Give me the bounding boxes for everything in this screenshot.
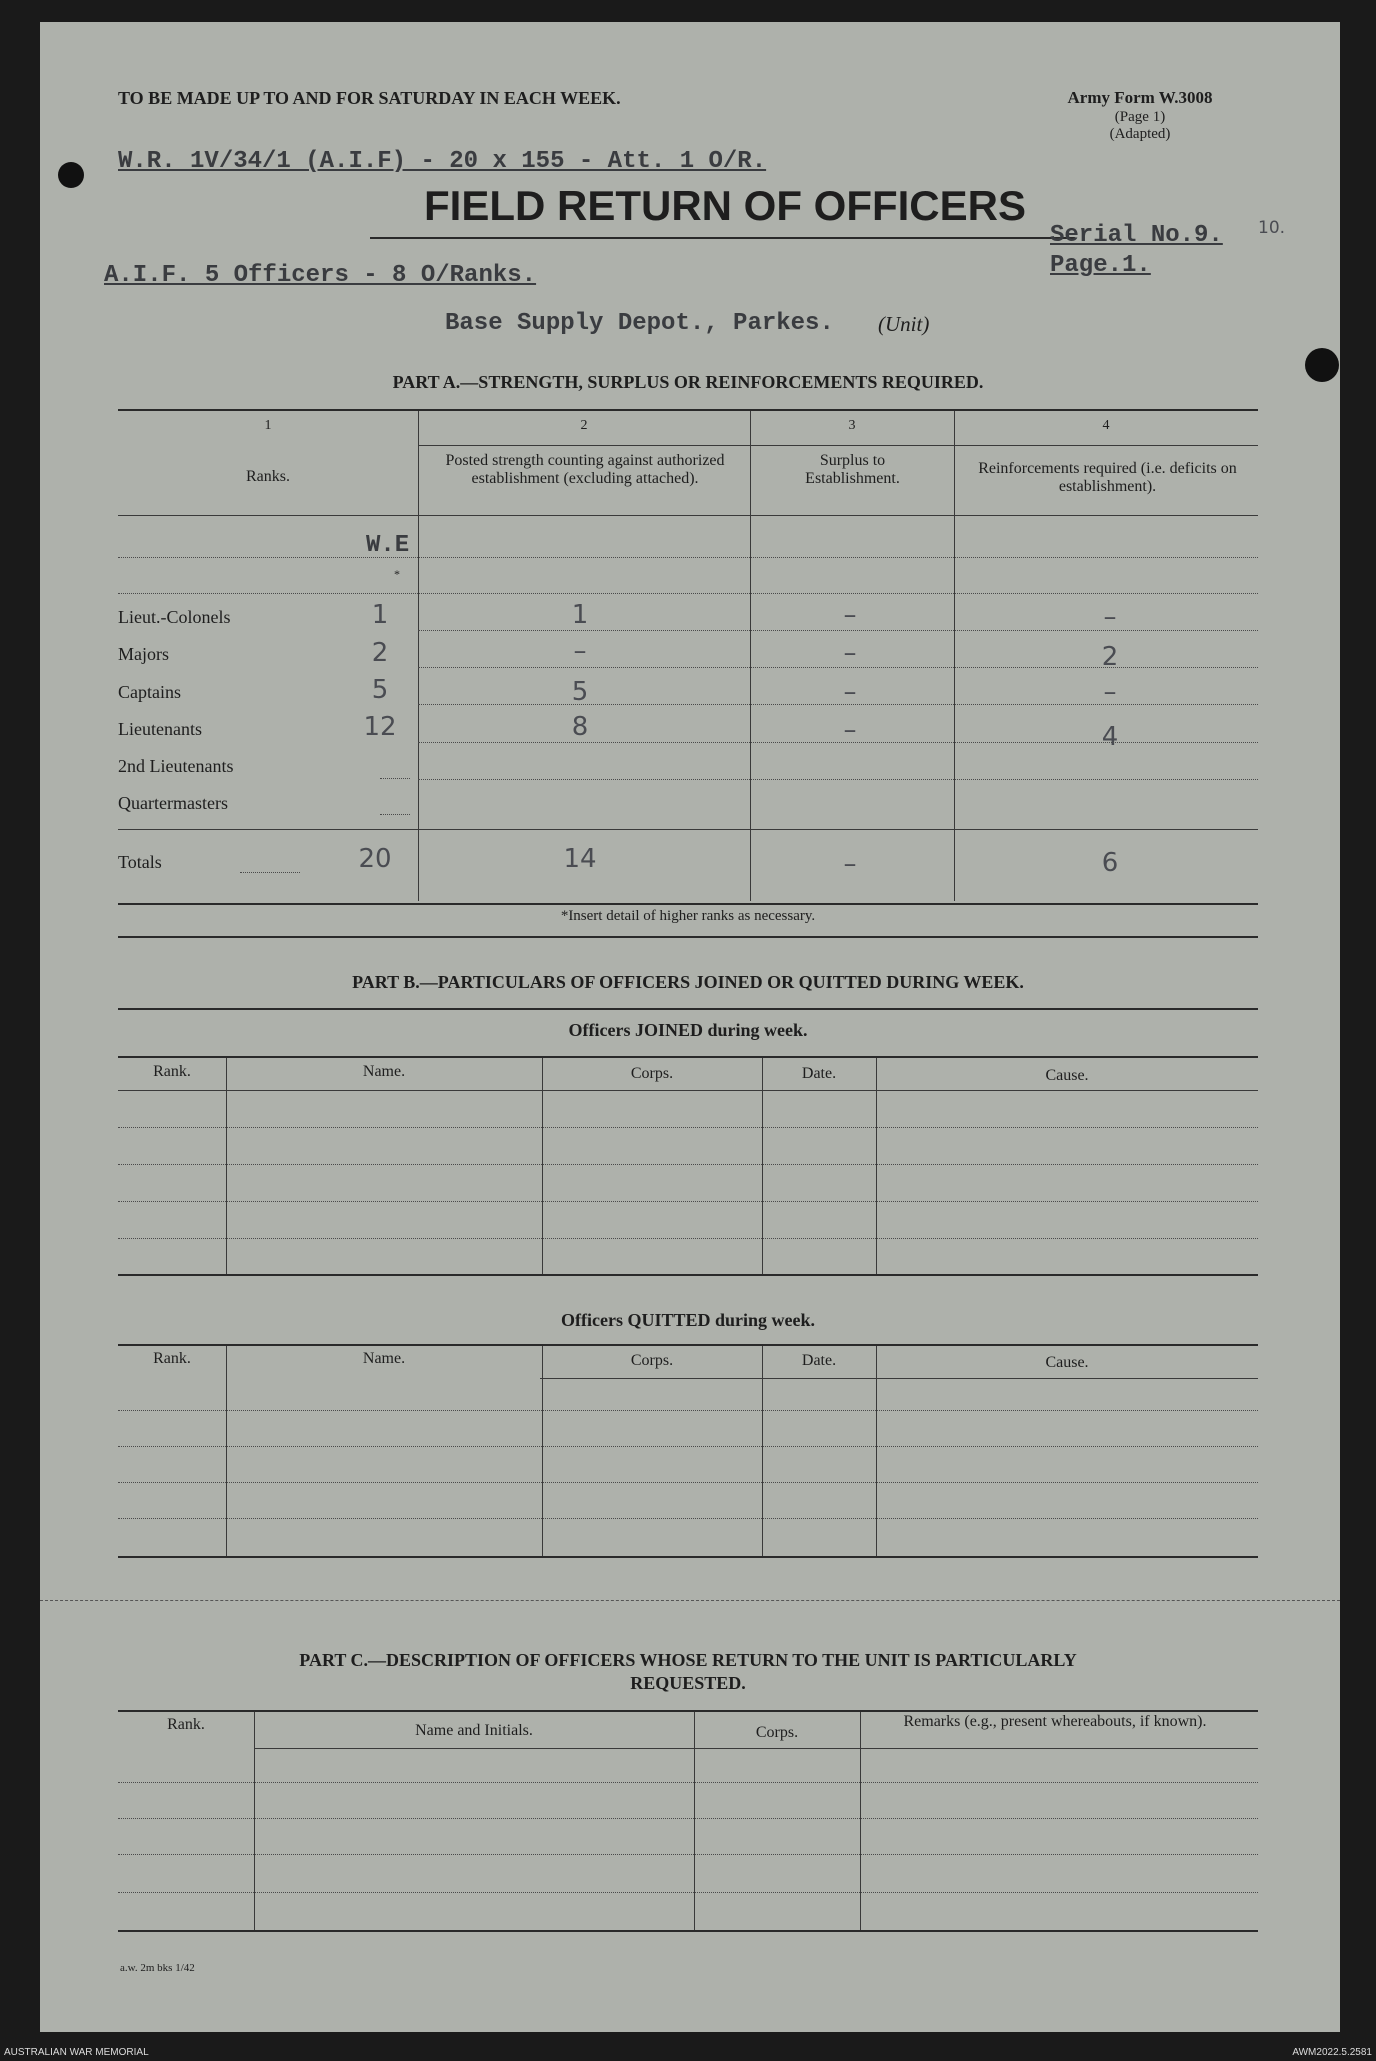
quitted-title: Officers QUITTED during week. <box>561 1310 815 1330</box>
part-c-col-rank: Rank. <box>167 1716 205 1733</box>
footer-accession-number: AWM2022.5.2581 <box>1292 2047 1372 2058</box>
footer-institution: AUSTRALIAN WAR MEMORIAL <box>4 2047 149 2058</box>
dotted-rule <box>118 1892 1258 1893</box>
part-b-heading: PART B.—PARTICULARS OF OFFICERS JOINED OR QUITTED DURING WEEK. <box>352 972 1024 992</box>
part-c-heading-line2: REQUESTED. <box>630 1673 746 1693</box>
col-divider <box>694 1712 695 1930</box>
dotted-rule <box>118 1446 1258 1447</box>
col-divider <box>226 1346 227 1556</box>
totals-rule <box>118 829 1258 830</box>
unit-label: (Unit) <box>878 312 930 336</box>
posted-value: 5 <box>571 677 589 707</box>
title-underline <box>370 237 1075 239</box>
reinforcements-value: 4 <box>1101 722 1119 752</box>
punch-hole <box>1305 348 1339 382</box>
we-value: 5 <box>371 675 389 705</box>
joined-col-cause: Cause. <box>1045 1067 1089 1084</box>
part-a-top-rule <box>118 409 1258 411</box>
quitted-col-cause: Cause. <box>1045 1354 1089 1371</box>
surplus-value: – <box>843 600 857 630</box>
page-number-typed: Page.1. <box>1050 252 1151 279</box>
dotted-rule <box>418 779 1258 780</box>
dotted-rule <box>240 872 300 873</box>
part-c-heading-line1: PART C.—DESCRIPTION OF OFFICERS WHOSE RETURN TO THE UNIT IS PARTICULARLY <box>299 1650 1077 1670</box>
joined-col-name: Name. <box>362 1063 406 1080</box>
dotted-rule <box>118 1518 1258 1519</box>
aif-strength-line: A.I.F. 5 Officers - 8 O/Ranks. <box>104 262 537 289</box>
joined-header-rule <box>118 1090 1258 1091</box>
surplus-value: – <box>843 715 857 745</box>
dotted-rule <box>418 704 1258 705</box>
totals-we: 20 <box>358 844 392 874</box>
header-rule <box>118 515 1258 516</box>
rank-label: Quartermasters <box>118 793 228 813</box>
rank-label: Majors <box>118 644 169 664</box>
totals-posted: 14 <box>563 844 597 874</box>
part-a-heading: PART A.—STRENGTH, SURPLUS OR REINFORCEMENTS REQUIRED. <box>392 372 984 392</box>
reinforcements-value: – <box>1103 602 1117 632</box>
we-value: 2 <box>371 638 389 668</box>
col-header-posted: Posted strength counting against authorized establishment (excluding attached). <box>445 452 725 487</box>
posted-value: – <box>573 636 587 666</box>
joined-col-date: Date. <box>801 1065 837 1082</box>
footnote: *Insert detail of higher ranks as necessary. <box>560 908 816 924</box>
form-title: FIELD RETURN OF OFFICERS <box>424 182 1026 229</box>
dotted-rule <box>380 814 410 815</box>
joined-top-rule <box>118 1056 1258 1058</box>
surplus-value: – <box>843 638 857 668</box>
dotted-rule <box>380 778 410 779</box>
we-value: 1 <box>371 600 389 630</box>
posted-value: 8 <box>571 712 589 742</box>
punch-hole <box>58 162 84 188</box>
col-number-2: 2 <box>580 418 588 433</box>
dotted-rule <box>118 593 1258 594</box>
joined-col-corps: Corps. <box>630 1065 674 1082</box>
totals-label: Totals <box>118 852 162 872</box>
we-value: 12 <box>363 712 397 742</box>
part-c-bottom-rule <box>118 1930 1258 1932</box>
form-adapted-label: (Adapted) <box>1109 126 1171 142</box>
surplus-value: – <box>843 677 857 707</box>
dotted-rule <box>118 1238 1258 1239</box>
dotted-rule <box>418 667 1258 668</box>
col-divider <box>418 411 419 901</box>
dotted-rule <box>118 1410 1258 1411</box>
rank-label: Lieutenants <box>118 719 202 739</box>
joined-title: Officers JOINED during week. <box>568 1020 808 1040</box>
totals-reinforcements: 6 <box>1101 848 1119 878</box>
quitted-col-rank: Rank. <box>153 1350 191 1367</box>
col-number-4: 4 <box>1102 418 1110 433</box>
col-divider <box>954 411 955 901</box>
col-header-reinforcements: Reinforcements required (i.e. deficits on establishment). <box>978 460 1237 495</box>
dotted-rule <box>118 557 1258 558</box>
quitted-bottom-rule <box>118 1556 1258 1558</box>
reference-line: W.R. 1V/34/1 (A.I.F) - 20 x 155 - Att. 1 O/R. <box>118 148 767 175</box>
posted-value: 1 <box>571 600 589 630</box>
serial-handwritten-note: 10. <box>1258 218 1286 238</box>
col-header-surplus: Surplus to Establishment. <box>805 452 900 487</box>
dotted-rule <box>118 1201 1258 1202</box>
form-page-label: (Page 1) <box>1114 109 1166 125</box>
dotted-rule <box>418 742 1258 743</box>
part-c-col-name: Name and Initials. <box>415 1722 533 1739</box>
col-divider <box>254 1712 255 1930</box>
print-code: a.w. 2m bks 1/42 <box>120 1962 195 1974</box>
col-header-ranks: Ranks. <box>246 468 290 485</box>
reinforcements-value: – <box>1103 677 1117 707</box>
footnote-rule <box>118 936 1258 938</box>
col-divider <box>860 1712 861 1930</box>
form-page <box>40 22 1340 2032</box>
unit-name: Base Supply Depot., Parkes. <box>445 310 834 337</box>
rank-label: Lieut.-Colonels <box>118 607 231 627</box>
dotted-rule <box>118 1482 1258 1483</box>
rank-label: 2nd Lieutenants <box>118 756 234 776</box>
dotted-rule <box>418 630 1258 631</box>
dotted-rule <box>118 1127 1258 1128</box>
quitted-col-name: Name. <box>362 1350 406 1367</box>
higher-ranks-star: * <box>394 567 400 581</box>
joined-bottom-rule <box>118 1274 1258 1276</box>
quitted-col-corps: Corps. <box>630 1352 674 1369</box>
dotted-rule <box>118 1854 1258 1855</box>
we-label: W.E <box>366 532 410 559</box>
col-number-3: 3 <box>848 418 856 433</box>
quitted-header-rule <box>540 1378 1258 1379</box>
part-c-col-corps: Corps. <box>755 1724 799 1741</box>
dotted-rule <box>118 1782 1258 1783</box>
instruction-text: TO BE MADE UP TO AND FOR SATURDAY IN EACH WEEK. <box>118 88 621 108</box>
col-number-1: 1 <box>264 418 272 433</box>
part-b-rule <box>118 1008 1258 1010</box>
col-number-rule <box>418 445 1258 446</box>
part-c-col-remarks: Remarks (e.g., present whereabouts, if known). <box>903 1713 1207 1730</box>
quitted-col-date: Date. <box>801 1352 837 1369</box>
rank-label: Captains <box>118 682 181 702</box>
part-c-header-rule <box>254 1748 1258 1749</box>
dotted-rule <box>118 1818 1258 1819</box>
quitted-top-rule <box>118 1344 1258 1346</box>
perforation-line <box>40 1600 1340 1601</box>
serial-number: Serial No.9. <box>1050 222 1223 249</box>
joined-col-rank: Rank. <box>153 1063 191 1080</box>
totals-surplus: – <box>843 849 857 879</box>
col-divider <box>750 411 751 901</box>
form-number: Army Form W.3008 <box>1067 88 1213 107</box>
dotted-rule <box>118 1164 1258 1165</box>
part-a-bottom-rule <box>118 903 1258 905</box>
reinforcements-value: 2 <box>1101 642 1119 672</box>
